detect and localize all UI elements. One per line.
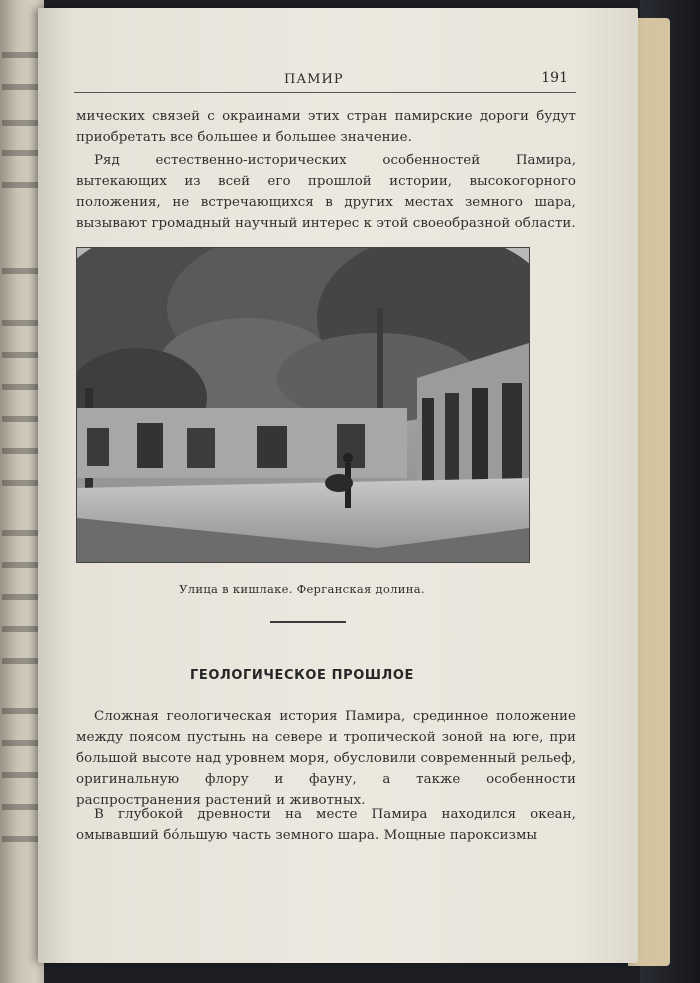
page-number: 191 <box>541 70 568 86</box>
paragraph-1: мических связей с окраинами этих стран памирские дороги будут приобретать все большее и большее значение. <box>76 109 576 145</box>
running-head-title: ПАМИР <box>284 72 344 87</box>
paragraph-3: Сложная геологическая история Памира, срединное положение между поясом пустынь на севере и тропической зоной на юге, при большой высоте над уровнем моря, обусловили современный рельеф, оригинальную флору и фауну, а также особенности распространения растений и животных. <box>76 709 576 808</box>
street-photo-illustration <box>77 248 529 562</box>
section-heading: ГЕОЛОГИЧЕСКОЕ ПРОШЛОЕ <box>189 668 415 683</box>
running-head <box>74 68 576 93</box>
figure-caption: Улица в кишлаке. Ферганская долина. <box>179 582 425 596</box>
section-divider <box>270 621 346 623</box>
paragraph-2: Ряд естественно-исторических особенностей Памира, вытекающих из всей его прошлой истории, высокогорного положения, не встречающихся в других местах земного шара, вызывают громадный научный интерес к этой своеобразной области. <box>76 153 576 231</box>
book-page <box>38 8 638 963</box>
paragraph-4: В глубокой древности на месте Памира находился океан, омывавший бо́льшую часть земного шара. Мощные пароксизмы <box>76 807 576 843</box>
photo-street-in-village <box>76 247 530 563</box>
